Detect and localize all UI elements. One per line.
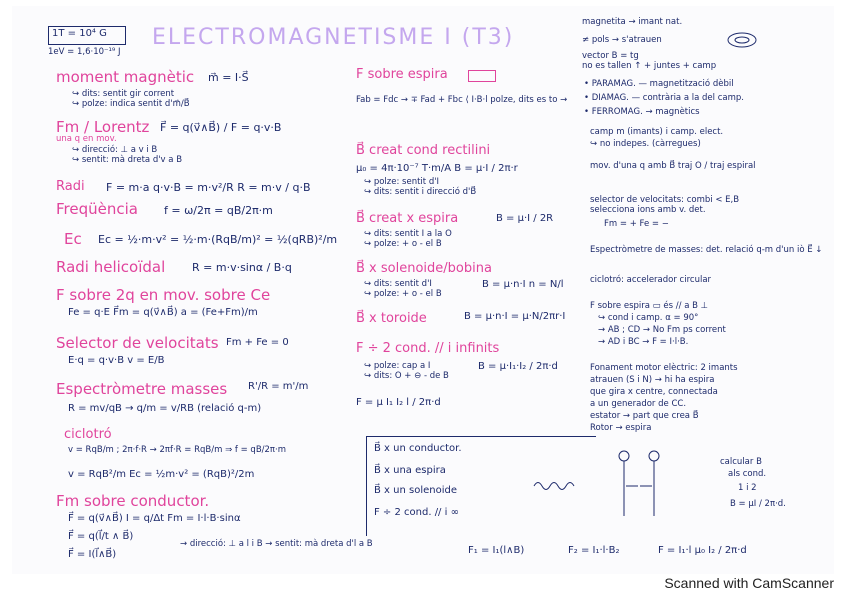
bespira-note-2: ↪ polze: + o - el B: [364, 239, 442, 249]
col3-line-25: Rotor → espira: [590, 423, 652, 433]
col3-line-22: que gira x centre, connectada: [590, 387, 718, 397]
col3-line-18: → AB ; CD → No Fm ps corrent: [598, 325, 726, 335]
btoroide-heading: B⃗ x toroide: [356, 311, 427, 326]
ec-formula: Ec = ½·m·v² = ½·m·(RqB/m)² = ½(qRB)²/m: [98, 233, 338, 246]
selector-formula-2: E·q = q·v·B v = E/B: [68, 355, 165, 366]
calc-line-3: 1 i 2: [738, 483, 757, 493]
col3-line-8: camp m (imants) i camp. elect.: [590, 127, 724, 137]
col3-line-19: → AD i BC → F = I·l·B.: [598, 337, 689, 347]
col3-line-24: estator → part que crea B⃗: [590, 411, 699, 421]
selector-formula: Fm + Fe = 0: [226, 337, 289, 348]
fcond-note: → direcció: ⊥ a l i B → sentit: mà dreta d'l a B: [180, 539, 373, 549]
bottom-f3: F = I₁·l μ₀ I₂ / 2π·d: [658, 545, 747, 556]
espectrometre-formula: R = mv/qB → q/m = v/RB (relació q-m): [68, 403, 262, 414]
f2cond-formula: B = μ·I₁·I₂ / 2π·d: [478, 361, 558, 372]
f2cond-heading: F ÷ 2 cond. // i infinits: [356, 341, 500, 356]
box-row-2cond: F ÷ 2 cond. // i ∞: [374, 507, 459, 518]
moment-formula: m⃗ = I·S⃗: [208, 71, 249, 84]
col3-line-3: vector B = tg: [582, 51, 639, 61]
espectrometre-heading: Espectròmetre masses: [56, 380, 228, 398]
radi-heading: Radi: [56, 179, 85, 194]
col3-line-1: magnetita → imant nat.: [582, 17, 683, 27]
helicoidal-formula: R = m·v·sinα / B·q: [192, 261, 292, 274]
page-title: ELECTROMAGNETISME I (T3): [152, 25, 515, 50]
col3-line-2: ≠ pols → s'atrauen: [582, 35, 662, 45]
bespira-formula: B = μ·I / 2R: [496, 213, 554, 224]
lorentz-note-2: ↪ sentit: mà dreta d'v a B: [72, 155, 183, 165]
selector-heading: Selector de velocitats: [56, 334, 219, 352]
espira-formula: Fab = Fdc → ∓ Fad + Fbc ⟨ I·B·l polze, dits es to →: [356, 95, 568, 105]
moment-heading: moment magnètic: [56, 68, 195, 86]
col3-line-15: ciclotró: accelerador circular: [590, 275, 712, 285]
bcond-note-1: ↪ polze: sentit d'I: [364, 177, 440, 187]
bcond-heading: B⃗ creat cond rectilini: [356, 143, 491, 158]
ev-conversion: 1eV = 1,6·10⁻¹⁹ J: [48, 47, 121, 57]
bcond-note-2: ↪ dits: sentit i direcció d'B⃗: [364, 187, 477, 197]
f2q-formula: Fe = q·E F⃗m = q(v⃗∧B⃗) a = (Fe+Fm)/m: [68, 307, 258, 318]
lorentz-formula: F⃗ = q(v⃗∧B⃗) / F = q·v·B: [160, 121, 282, 134]
bespira-heading: B⃗ creat x espira: [356, 211, 459, 226]
bsolenoide-heading: B⃗ x solenoide/bobina: [356, 261, 492, 276]
bottom-f1: F₁ = I₁(l∧B): [468, 545, 525, 556]
col3-line-11: selector de velocitats: combi < E,B: [590, 195, 740, 205]
f2cond-note-1: ↪ polze: cap a I: [364, 361, 431, 371]
col3-line-23: a un generador de CC.: [590, 399, 687, 409]
espira-heading: F sobre espira: [356, 67, 448, 82]
moment-note-2: ↪ polze: indica sentit d'm⃗/B⃗: [72, 99, 190, 109]
notes-sheet: [12, 6, 834, 574]
tesla-conversion: 1T = 10⁴ G: [52, 28, 107, 39]
fcond-formula-2: F⃗ = q(l⃗/t ∧ B⃗): [68, 531, 134, 542]
col3-line-21: atrauen (S i N) → hi ha espira: [590, 375, 715, 385]
box-top-border: [366, 436, 596, 437]
solenoid-sketch-icon: [532, 478, 582, 494]
col3-line-4: no es tallen ↑ + juntes + camp: [582, 61, 717, 71]
magnet-field-icon: [724, 30, 760, 50]
ec-heading: Ec: [64, 230, 82, 248]
bcond-formula: μ₀ = 4π·10⁻⁷ T·m/A B = μ·I / 2π·r: [356, 163, 518, 174]
lorentz-heading: Fm / Lorentz: [56, 118, 150, 136]
bsolenoide-note-1: ↪ dits: sentit d'I: [364, 279, 432, 289]
camscanner-footer: Scanned with CamScanner: [664, 575, 834, 591]
box-row-solenoide: B⃗ x un solenoide: [374, 485, 457, 496]
box-row-espira: B⃗ x una espira: [374, 465, 446, 476]
bsolenoide-formula: B = μ·n·I n = N/l: [482, 279, 564, 290]
ciclotro-formula-1: v = RqB/m ; 2π·f·R → 2πf·R = RqB/m ⇒ f = qB/2π·m: [68, 445, 287, 455]
fcond-formula-1: F⃗ = q(v⃗∧B⃗) I = q/Δt Fm = I·l·B·sinα: [68, 513, 241, 524]
freq-heading: Freqüència: [56, 200, 138, 218]
calc-line-1: calcular B: [720, 457, 762, 467]
ciclotro-heading: ciclotró: [64, 427, 112, 442]
f2cond-force: F = μ I₁ I₂ l / 2π·d: [356, 397, 441, 408]
rectangle-icon: [468, 70, 496, 82]
espectrometre-ratio: R'/R = m'/m: [248, 381, 309, 392]
col3-line-16: F sobre espira ▭ és // a B ⊥: [590, 301, 709, 311]
radi-formula: F = m·a q·v·B = m·v²/R R = m·v / q·B: [106, 181, 311, 194]
col3-line-7: • FERROMAG. → magnètics: [584, 107, 700, 117]
col3-line-12: selecciona ions amb v. det.: [590, 205, 706, 215]
bsolenoide-note-2: ↪ polze: + o - el B: [364, 289, 442, 299]
lorentz-note-1: ↪ direcció: ⊥ a v i B: [72, 145, 158, 155]
bottom-f2: F₂ = I₁·l·B₂: [568, 545, 620, 556]
calc-line-2: als cond.: [728, 469, 767, 479]
box-left-border: [366, 436, 367, 536]
col3-line-20: Fonament motor elèctric: 2 imants: [590, 363, 738, 373]
lorentz-sub: una q en mov.: [56, 134, 117, 144]
col3-line-9: ↪ no indepes. (càrregues): [590, 139, 701, 149]
box-row-conductor: B⃗ x un conductor.: [374, 443, 462, 454]
calc-line-4: B = μI / 2π·d.: [730, 499, 786, 509]
bespira-note-1: ↪ dits: sentit I a la O: [364, 229, 452, 239]
col3-line-14: Espectròmetre de masses: det. relació q-m d'un iò E⃗ ↓: [590, 245, 823, 255]
fcond-formula-3: F⃗ = I(l⃗∧B⃗): [68, 549, 117, 560]
col3-line-5: • PARAMAG. — magnetització dèbil: [584, 79, 734, 89]
f2q-heading: F sobre 2q en mov. sobre Ce: [56, 286, 271, 304]
two-wires-diagram: [592, 446, 702, 526]
moment-note-1: ↪ dits: sentit gir corrent: [72, 89, 175, 99]
col3-line-6: • DIAMAG. — contrària a la del camp.: [584, 93, 744, 103]
helicoidal-heading: Radi helicoïdal: [56, 258, 166, 276]
col3-line-17: ↪ cond i camp. α = 90°: [598, 313, 699, 323]
ciclotro-formula-2: v = RqB²/m Ec = ½m·v² = (RqB)²/2m: [68, 469, 255, 480]
col3-line-13: Fm = + Fe = −: [604, 219, 669, 229]
btoroide-formula: B = μ·n·I = μ·N/2πr·I: [464, 311, 566, 322]
f2cond-note-2: ↪ dits: O + ⊖ - de B: [364, 371, 449, 381]
fcond-heading: Fm sobre conductor.: [56, 492, 210, 510]
freq-formula: f = ω/2π = qB/2π·m: [164, 204, 273, 217]
col3-line-10: mov. d'una q amb B⃗ traj O / traj espiral: [590, 161, 756, 171]
